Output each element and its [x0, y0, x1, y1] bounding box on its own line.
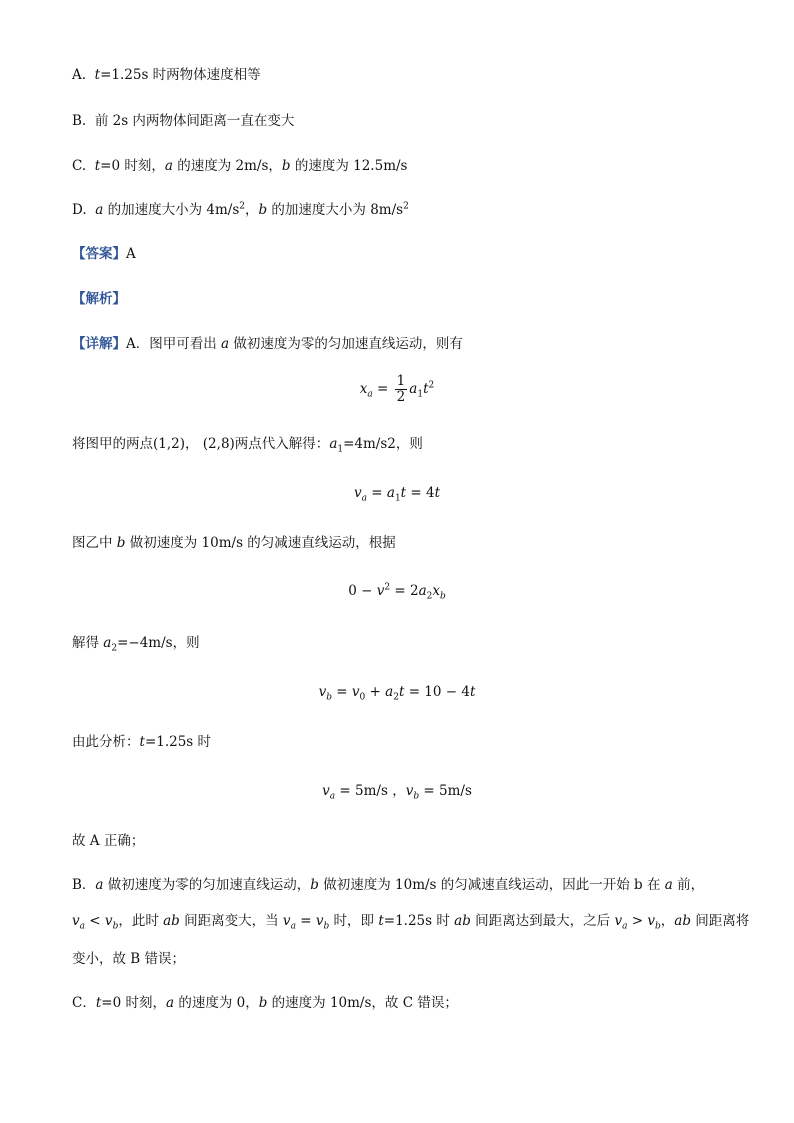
option-c: C. t=0 时刻，a 的速度为 2m/s，b 的速度为 12.5m/s: [72, 158, 408, 174]
detail-line-2: 将图甲的两点(1,2)， (2,8)两点代入解得：$a_1=4m/s2$，则: [72, 436, 423, 455]
analysis-label: 【解析】: [72, 291, 126, 307]
equation-1: $x_a$ = $\frac{1}{2}$ $a_1t^2$: [359, 373, 435, 405]
detail-line-6: 故 A 正确；: [72, 833, 145, 849]
option-b: B. 前 2s 内两物体间距离一直在变大: [72, 113, 295, 129]
answer-label: 【答案】: [72, 246, 126, 262]
detail-line-10: C．t=0 时刻，a 的速度为 0，b 的速度为 10m/s，故 C 错误；: [72, 995, 458, 1011]
detail-line-9: 变小，故 B 错误；: [72, 951, 186, 967]
answer-line: [72, 245, 724, 263]
equation-5: $v_a = 5m/s$ ，$v_b = 5m/s$: [322, 783, 472, 802]
detail-line-3: 图乙中 b 做初速度为 10m/s 的匀减速直线运动，根据: [72, 535, 396, 551]
detail-line-5: 由此分析：t=1.25s 时: [72, 734, 212, 750]
detail-label: 【详解】: [72, 336, 126, 352]
detail-line-8: $v_a < v_b$，此时 ab 间距离变大，当 $v_a = v_b$ 时，即 t=1.25s 时 ab 间距离达到最大，之后 $v_a > v_b$，ab 间距离将: [72, 913, 750, 932]
analysis-line: [72, 290, 724, 308]
option-d: D. a 的加速度大小为 $4m/s^2$，b 的加速度大小为 $8m/s^2$: [72, 201, 409, 218]
detail-line-1: 【详解】A．图甲可看出 a 做初速度为零的匀加速直线运动，则有: [72, 336, 463, 352]
detail-line-4: 解得 $a_2=-4m/s$，则: [72, 635, 200, 654]
option-a: A. t=1.25s 时两物体速度相等: [72, 67, 261, 83]
fraction: $\frac{1}{2}$: [396, 373, 406, 405]
equation-4: $v_b = v_0 + a_2t = 10 - 4t$: [318, 684, 476, 703]
answer-value: A: [126, 246, 136, 262]
equation-3: $0 - v^2 = 2a_2x_b$: [348, 582, 446, 602]
equation-2: $v_a = a_1t = 4t$: [353, 485, 441, 504]
detail-line-7: B．a 做初速度为零的匀加速直线运动，b 做初速度为 10m/s 的匀减速直线运动，因此一开始 b 在 a 前，: [72, 877, 705, 893]
